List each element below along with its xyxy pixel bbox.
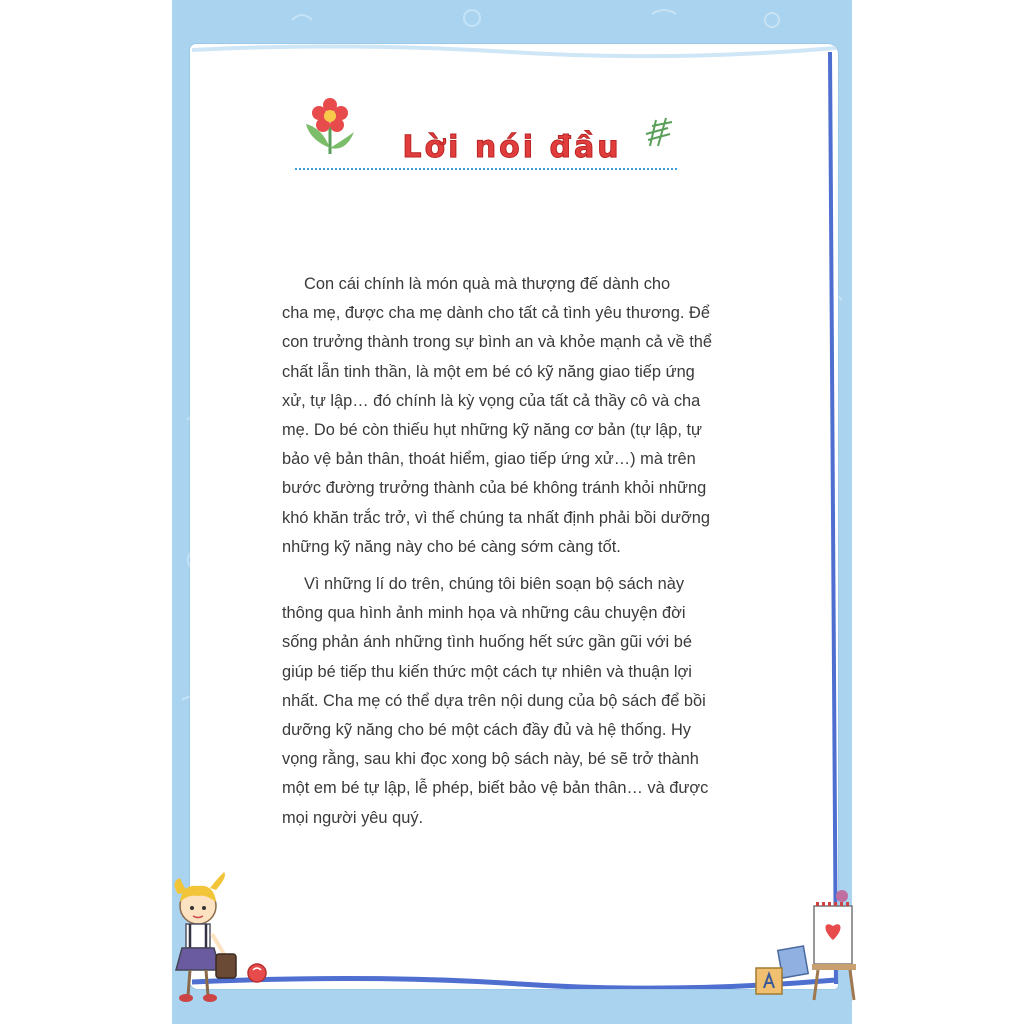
- text-line: mẹ. Do bé còn thiếu hụt những kỹ năng cơ bản (tự lập, tự: [282, 421, 702, 440]
- text-line: thông qua hình ảnh minh họa và những câu chuyện đời: [282, 604, 686, 623]
- text-line: mọi người yêu quý.: [282, 808, 424, 827]
- toys-illustration: [752, 888, 856, 1004]
- text-line: giúp bé tiếp thu kiến thức một cách tự nhiên và thuận lợi: [282, 662, 692, 681]
- text-line: Vì những lí do trên, chúng tôi biên soạn bộ sách này: [304, 575, 685, 594]
- red-bead-icon: [246, 960, 268, 986]
- grass-icon: [642, 114, 676, 148]
- text-line: bảo vệ bản thân, thoát hiểm, giao tiếp ứng xử…) mà trên: [282, 450, 696, 469]
- text-line: Con cái chính là món quà mà thượng đế dành cho: [304, 275, 671, 293]
- text-line: một em bé tự lập, lễ phép, biết bảo vệ bản thân… và được: [282, 779, 709, 798]
- title-underline: [295, 168, 677, 170]
- text-line: con trưởng thành trong sự bình an và khỏe mạnh cả về thể: [282, 333, 712, 352]
- paragraph-2: [282, 570, 722, 833]
- text-line: bước đường trưởng thành của bé không tránh khỏi những: [282, 479, 707, 498]
- text-line: nhất. Cha mẹ có thể dựa trên nội dung của bộ sách để bồi: [282, 691, 706, 710]
- text-line: xử, tự lập… đó chính là kỳ vọng của tất cả thầy cô và cha: [282, 391, 701, 410]
- text-line: những kỹ năng này cho bé càng sớm càng tốt.: [282, 537, 621, 556]
- text-line: vọng rằng, sau khi đọc xong bộ sách này, bé sẽ trở thành: [282, 750, 699, 769]
- text-line: sống phản ánh những tình huống hết sức gần gũi với bé: [282, 633, 692, 652]
- title-block: [0, 130, 1024, 165]
- text-line: chất lẫn tinh thần, là một em bé có kỹ năng giao tiếp ứng: [282, 362, 695, 381]
- text-line: cha mẹ, được cha mẹ dành cho tất cả tình yêu thương. Để: [282, 304, 710, 323]
- preface-body: [282, 270, 722, 841]
- paragraph-1: [282, 270, 722, 562]
- text-line: khó khăn trắc trở, vì thế chúng ta nhất định phải bồi dưỡng: [282, 508, 710, 527]
- page-title: Lời nói đầu: [402, 130, 622, 165]
- text-line: dưỡng kỹ năng cho bé một cách đầy đủ và hệ thống. Hy: [282, 721, 691, 740]
